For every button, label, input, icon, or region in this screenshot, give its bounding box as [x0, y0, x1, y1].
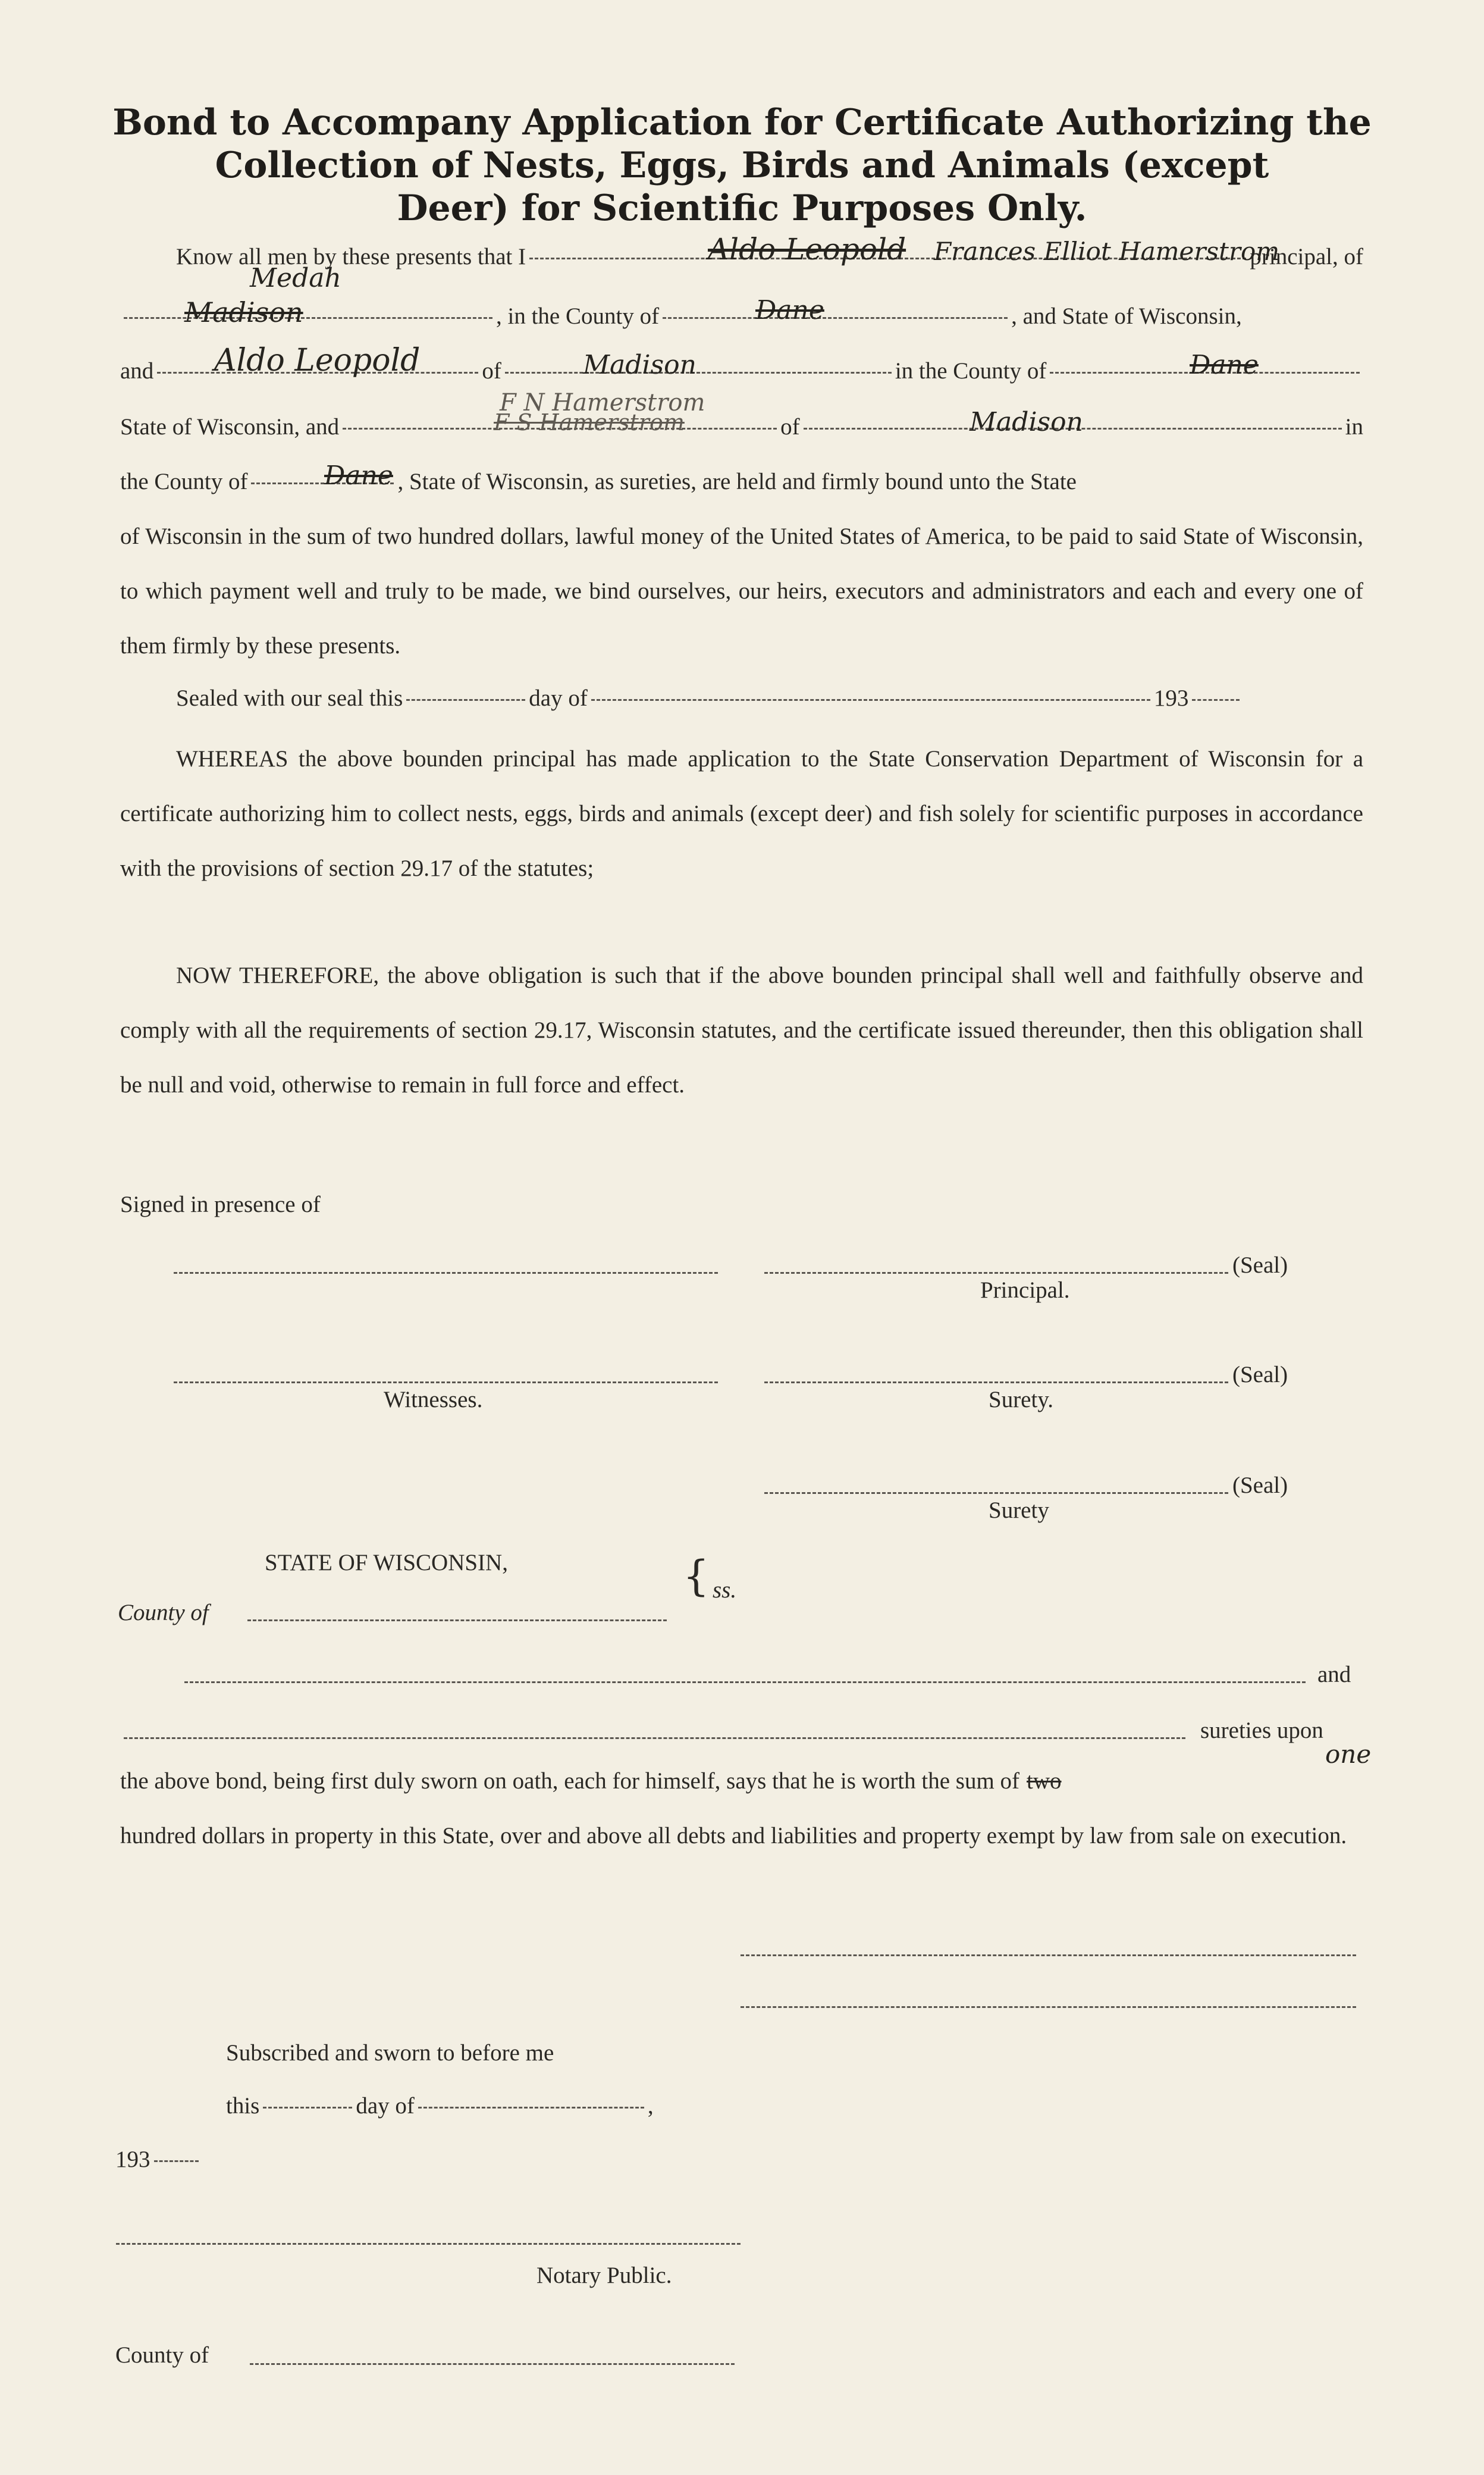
oath-rest-paragraph: hundred dollars in property in this State, over and above all debts and liabilities and property exempt by law from sale on execution. — [120, 1823, 1347, 1849]
principal-signature-line[interactable] — [764, 1272, 1228, 1274]
whereas-paragraph — [120, 732, 1363, 896]
now-therefore-paragraph — [120, 948, 1363, 1113]
line-notary-year — [115, 2145, 353, 2174]
principal-label: Principal. — [980, 1277, 1070, 1303]
handwritten-town: Medah — [250, 263, 341, 293]
town-field[interactable] — [124, 317, 492, 319]
struck-two-text: two — [1027, 1768, 1062, 1794]
the-county-of-text: the County of — [120, 469, 248, 494]
line-town-county — [120, 302, 1363, 331]
year-text: 193 — [1153, 685, 1189, 711]
handwritten-county-1: Dane — [755, 295, 824, 325]
of-2-text: of — [780, 414, 800, 440]
sureties-upon-label: sureties upon — [1200, 1718, 1323, 1743]
brace-icon: { — [683, 1552, 710, 1600]
handwritten-one: one — [1325, 1740, 1372, 1769]
line-sealed — [120, 684, 1363, 713]
state-of-wi-and-text: State of Wisconsin, and — [120, 414, 340, 440]
handwritten-surety2-struck: F S Hamerstrom — [494, 409, 685, 436]
know-all-text: Know all men by these presents that I — [176, 244, 526, 270]
ss-label: ss. — [713, 1577, 737, 1603]
sureties-text: , State of Wisconsin, as sureties, are held and firmly bound unto the State — [397, 469, 1077, 494]
seal-label-3: (Seal) — [1232, 1473, 1288, 1498]
handwritten-town-struck: Madison — [184, 296, 303, 328]
seal-label-1: (Seal) — [1232, 1252, 1288, 1278]
in-county-of-2-text: in the County of — [895, 358, 1047, 384]
day-of-text: day of — [529, 685, 588, 711]
surety2-label: Surety — [989, 1497, 1049, 1523]
notary-day-field[interactable] — [263, 2107, 352, 2109]
handwritten-principal-name: Aldo Leopold — [708, 232, 906, 267]
bond-sum-paragraph: of Wisconsin in the sum of two hundred dollars, lawful money of the United States of America, to be paid to said State of Wisconsin, to which payment well and truly to be made, we bind ourselves, our heirs, executors and administrators and each and every one of them firmly by these presents. — [120, 524, 1363, 659]
line-oath — [120, 1767, 1363, 1796]
title-line-3: Deer) for Scientific Purposes Only. — [397, 187, 1087, 229]
seal-year-field[interactable] — [1192, 699, 1240, 701]
notary-public-label: Notary Public. — [537, 2263, 672, 2288]
and-state-text: , and State of Wisconsin, — [1011, 303, 1242, 329]
this-text: this — [226, 2093, 260, 2119]
day-of-2-text: day of — [356, 2093, 415, 2119]
surety1-label: Surety. — [989, 1387, 1054, 1412]
surety1-town-field[interactable] — [505, 372, 892, 374]
of-text: of — [482, 358, 501, 384]
notary-year-field[interactable] — [154, 2160, 199, 2162]
affiant-names-line-1[interactable] — [184, 1681, 1306, 1683]
seal-label-2: (Seal) — [1232, 1362, 1288, 1387]
county-of-label: County of — [118, 1600, 209, 1625]
subscribed-label: Subscribed and sworn to before me — [226, 2040, 554, 2066]
witness-line-1[interactable] — [174, 1272, 718, 1274]
title-line-1: Bond to Accompany Application for Certificate Authorizing the — [112, 102, 1372, 143]
surety1-signature-line[interactable] — [764, 1381, 1228, 1383]
whereas-text: WHEREAS the above bounden principal has made application to the State Conservation Department of Wisconsin for a certificate authorizing him to collect nests, eggs, birds and animals (except deer) and fish solely for scientific purposes in accordance with the provisions of section 29.17 of the statutes; — [120, 746, 1363, 881]
document-title — [0, 101, 1484, 230]
notary-month-field[interactable] — [418, 2107, 644, 2109]
county-of-bottom-label: County of — [115, 2342, 209, 2368]
and-end-label: and — [1317, 1662, 1351, 1687]
handwritten-surety2-name: F N Hamerstrom — [500, 389, 705, 416]
and-text: and — [120, 358, 154, 384]
handwritten-surety1-town: Madison — [583, 350, 696, 380]
affiant-names-line-2[interactable] — [124, 1737, 1185, 1739]
handwritten-surety1-county: Dane — [1190, 350, 1259, 380]
witness-line-2[interactable] — [174, 1381, 718, 1383]
handwritten-surety2-town: Madison — [970, 407, 1083, 437]
seal-day-field[interactable] — [406, 699, 525, 701]
county-field[interactable] — [663, 317, 1008, 319]
notary-county-field[interactable] — [250, 2363, 735, 2365]
surety2-signature-line[interactable] — [764, 1492, 1228, 1494]
handwritten-surety2-county: Dane — [324, 460, 393, 491]
oath-start-text: the above bond, being first duly sworn on oath, each for himself, says that he is worth the sum of — [120, 1768, 1020, 1794]
handwritten-surety1-name: Aldo Leopold — [214, 343, 421, 378]
handwritten-principal-name-2: Frances Elliot Hamerstrom — [934, 237, 1280, 266]
line-notary-date: this day of , — [226, 2092, 761, 2120]
now-therefore-text: NOW THEREFORE, the above obligation is such that if the above bounden principal shall well and faithfully observe and comply with all the requirements of section 29.17, Wisconsin statutes, and the certificate issued thereunder, then this obligation shall be null and void, otherwise to remain in full force and effect. — [120, 963, 1363, 1098]
affiant-signature-line-1[interactable] — [741, 1954, 1356, 1956]
witnesses-label: Witnesses. — [384, 1387, 483, 1412]
line-county-sureties — [120, 468, 1363, 496]
signed-presence-label: Signed in presence of — [120, 1192, 321, 1217]
principal-of-text: principal, of — [1250, 244, 1363, 270]
affiant-signature-line-2[interactable] — [741, 2006, 1356, 2008]
year-2-text: 193 — [115, 2147, 150, 2172]
notary-signature-line[interactable] — [116, 2243, 741, 2245]
in-text: in — [1345, 414, 1363, 440]
sealed-text: Sealed with our seal this — [176, 685, 403, 711]
seal-month-field[interactable] — [591, 699, 1150, 701]
state-of-wisconsin-label: STATE OF WISCONSIN, — [265, 1550, 508, 1575]
line-surety-2 — [120, 413, 1363, 441]
title-line-2: Collection of Nests, Eggs, Birds and Animals (except — [215, 145, 1269, 186]
in-county-of-text: , in the County of — [496, 303, 660, 329]
oath-county-field[interactable] — [247, 1619, 667, 1621]
